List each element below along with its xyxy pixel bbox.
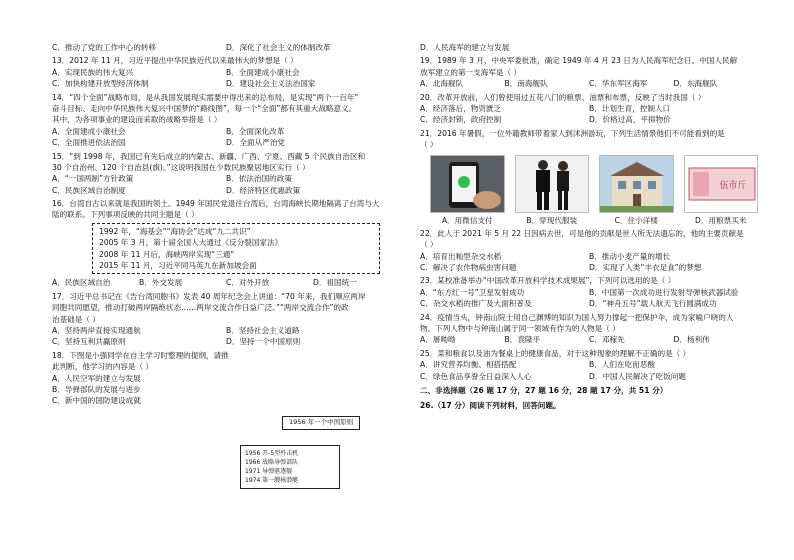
q19-option-c: C．华东军区海军 — [589, 79, 648, 89]
q24-stem-line: 24．疫情当头，钟南山院士用自己渊博的知识为国人努力撑起一把保护伞，成为家喻户晓的人 — [420, 312, 734, 322]
q14-stem-line: 14．“四个全面”战略布局，是从我国发展现实需要中得出来的总布局，是实现“两个一百年” — [52, 92, 359, 102]
q21-option-a: A．用微信支付 — [441, 215, 493, 225]
q16-box-line: 2015 年 11 月，习近平同马英九在新加坡会面 — [99, 261, 257, 271]
q24-option-a: A．屠呦呦 — [420, 335, 456, 345]
q18-outline-item: 1971 导弹驱逐舰 — [245, 468, 293, 475]
question-21 — [420, 128, 758, 226]
q16-option-a: A．民族区域自治 — [52, 278, 111, 288]
q21-photo-row — [430, 155, 758, 213]
q15-option-d: D．经济特区优惠政策 — [226, 185, 301, 195]
q20-stem: 20．改革开放前，人们曾使用过五花八门的粮票、油票和布票，反映了当时我国（ ） — [420, 92, 706, 102]
q16-option-c: C．对外开放 — [226, 278, 270, 288]
q14-stem-line: 奋斗目标、走向中华民族伟大复兴中国梦的“路线图”，每一个“全面”都有其重大战略意义。 — [52, 103, 357, 113]
question-15 — [52, 151, 400, 197]
q18-stem-line: 此判断，他学习的内容是（ ） — [52, 362, 154, 372]
q18-option-c: C．新中国的国防建设成就 — [52, 396, 141, 406]
q12-option-d: D．深化了社会主义的体制改革 — [226, 43, 331, 52]
q23-option-d: D．“神舟五号”载人航天飞行圆满成功 — [589, 299, 717, 309]
q21-option-d: D．用粮票买米 — [695, 215, 747, 225]
q23-stem: 23．某校准备举办“中国改革开放科学技术成果展”，下列可以选用的是（ ） — [420, 276, 676, 286]
q24-option-d: D．杨利伟 — [673, 335, 710, 345]
q14-stem-line: 其中，为各项事业的建设而采取的战略举措是（ ） — [52, 115, 222, 125]
section-heading: 二、非选择题（26 题 17 分，27 题 16 分，28 题 17 分，共 51 分） — [420, 385, 668, 395]
q25-option-a: A．讲究营养均衡、相搭搭配 — [420, 360, 517, 370]
q15-stem-line: 15．“到 1998 年，我国已有先后成立的内蒙古、新疆、广西、宁夏、西藏 5 个民族自治区和 — [52, 151, 366, 161]
q25-option-b: B．人们在吃而恶酸 — [589, 360, 655, 370]
left-column — [52, 42, 400, 409]
q22-option-b: B．推动小麦产量的增长 — [589, 251, 671, 261]
q15-option-b: B．依法治国的政策 — [226, 174, 292, 184]
q17-option-a: A．坚持两岸直接实现通航 — [52, 325, 141, 335]
villa-house-image — [599, 155, 674, 213]
q15-option-a: A．“一国两制”方针政策 — [52, 174, 134, 184]
q12-option-c: C．推动了党的工作中心的转移 — [52, 43, 157, 52]
question-13 — [52, 55, 400, 89]
q22-option-a: A．培育出籼型杂交水稻 — [420, 251, 502, 261]
q16-option-b: B．外交发展 — [139, 278, 183, 288]
q14-option-d: D．全面从严治党 — [226, 138, 286, 148]
q23-option-b: B．中国第一次成功进行发射导弹核武器试验 — [589, 287, 739, 297]
q17-stem-line: 同胞共同愿望，推动打破两岸隔绝状态……两岸交流合作日益广泛。”“两岸交流合作”的政 — [52, 303, 349, 313]
q20-option-c: C．经济封锁，政府控制 — [420, 115, 502, 125]
q13-option-c: C．加快构建开放型经济体制 — [52, 79, 149, 89]
q13-option-b: B．全面建成小康社会 — [226, 67, 300, 77]
question-16 — [52, 198, 400, 289]
grain-ticket-image — [684, 155, 759, 213]
question-14 — [52, 92, 400, 149]
q23-option-a: A．“东方红一号”卫星发射成功 — [420, 287, 525, 297]
grain-ticket-label: 伍市斤 — [718, 180, 747, 191]
q19-option-d: D．东海舰队 — [673, 79, 718, 89]
q18-outline-box — [240, 445, 340, 489]
q16-stem-line: 陆的联系。下列事项反映的共同主题是（ ） — [52, 210, 199, 220]
q18-outline-title: 1956 年一个中国原则 — [282, 416, 360, 430]
question-25 — [420, 348, 758, 382]
q18-outline-item: 1966 战略导弹部队 — [245, 459, 299, 466]
question-18 — [52, 350, 400, 407]
q19-stem-line: 放军建立的第一支海军是（ ） — [420, 67, 522, 77]
q14-option-a: A．全面建成小康社会 — [52, 126, 126, 136]
q24-option-b: B．袁隆平 — [504, 335, 541, 345]
q17-stem-line: 治基础是（ ） — [52, 314, 100, 324]
q18-outline-item: 1956 开-5型歼击机 — [245, 450, 299, 457]
q17-option-b: B．坚持社会主义道路 — [226, 325, 300, 335]
q16-box-line: 1992 年，“海基会”“海协会”达成“九二共识” — [99, 226, 251, 236]
q16-option-d: D．祖国统一 — [313, 278, 357, 288]
q14-option-b: B．全面深化改革 — [226, 126, 285, 136]
q18-option-d: D．人民海军的建立与发展 — [420, 43, 510, 52]
q22-stem-line: （ ） — [420, 240, 438, 250]
q22-option-c: C．解决了农作物病虫害问题 — [420, 263, 517, 273]
q25-option-d: D．中国人民解决了吃饭问题 — [589, 371, 686, 381]
q13-stem: 13．2012 年 11 月，习近平提出中华民族近代以来最伟大的梦想是（ ） — [52, 56, 298, 66]
q21-option-c: C．住小洋楼 — [614, 215, 658, 225]
q21-stem-line: 21．2016 年暑假，一位外籍教师带着家人到沭洲游玩，下列生活情景他们不可能看到的是 — [420, 128, 725, 138]
question-24 — [420, 312, 758, 346]
q21-option-b: B．穿现代服装 — [526, 215, 578, 225]
q15-option-c: C．民族区域自治制度 — [52, 185, 126, 195]
q13-option-d: D．建设社会主义法治国家 — [226, 79, 316, 89]
q17-option-d: D．坚持一个中国原则 — [226, 337, 301, 347]
q25-option-c: C．绿色食品享誉全日益深入人心 — [420, 371, 532, 381]
q18-option-a: A．人民空军的建立与发展 — [52, 373, 141, 383]
q16-material-box — [92, 223, 380, 275]
q18-outline-item: 1974 第一艘核潜艇 — [245, 477, 299, 484]
q24-option-c: C．邓稼先 — [589, 335, 625, 345]
q22-option-d: D．实现了人类“丰衣足食”的梦想 — [589, 263, 702, 273]
q20-option-a: A．经济落后，物资匮乏 — [420, 103, 502, 113]
q19-stem-line: 19．1989 年 3 月，中央军委批准，确定 1949 年 4 月 23 日为人民海军纪念日。中国人民解 — [420, 56, 738, 66]
q16-stem-line: 16．台湾自古以来就是我国的领土。1949 年国民党退往台湾后，台湾海峡长期地隔离了台湾与大 — [52, 199, 380, 209]
q13-option-a: A．实现民族的伟大复兴 — [52, 67, 134, 77]
q17-option-c: C．坚持互利共赢原则 — [52, 337, 126, 347]
question-23 — [420, 275, 758, 309]
question-17 — [52, 291, 400, 348]
q19-option-b: B．南海舰队 — [504, 79, 548, 89]
q16-box-line: 2008 年 11 月后，海峡两岸实现“三通” — [99, 249, 235, 259]
modern-clothing-image — [515, 155, 590, 213]
q20-option-b: B．计划生育，控制人口 — [589, 103, 671, 113]
q23-option-c: C．杂交水稻的推广及大面积普及 — [420, 299, 532, 309]
q12-options-tail — [52, 42, 400, 53]
q16-box-line: 2005 年 3 月，第十届全国人大通过《反分裂国家法》 — [99, 238, 283, 248]
question-19 — [420, 55, 758, 89]
phone-payment-image — [430, 155, 505, 213]
q15-stem-line: 30 个自治州、120 个自治县(旗)。”这说明我国在少数民族聚居地区实行（ ） — [52, 162, 310, 172]
q19-option-a: A．北海舰队 — [420, 79, 464, 89]
question-26: 26.（17 分）阅读下列材料，回答问题。 — [420, 401, 561, 411]
question-22 — [420, 228, 758, 274]
q24-stem-line: 物。下列人物中与钟南山属于同一领域有作为的人物是（ ） — [420, 324, 620, 334]
q18-stem-line: 18．下图是小强同学在自主学习时整理的提纲，请推 — [52, 350, 229, 360]
q22-stem-line: 22．此人于 2021 年 5 月 22 日因病去世，可是他的贡献是世人所无法遗忘的，他的主要贡献是 — [420, 228, 744, 238]
q20-option-d: D．价格过高，平抑物价 — [589, 115, 671, 125]
q17-stem-line: 17．习近平总书记在《告台湾同胞书》发表 40 周年纪念会上讲道：“70 年来，我们顺应两岸 — [52, 291, 366, 301]
q14-option-c: C．全面推进依法治国 — [52, 138, 126, 148]
question-20 — [420, 92, 758, 126]
q25-stem: 25．菜和粮食以及油为餐桌上的健康食品，对于这种现象的理解不正确的是（ ） — [420, 348, 691, 358]
q18-option-b: B．导弹部队的发展与进步 — [52, 384, 141, 394]
right-column — [420, 42, 758, 412]
q21-stem-line: （ ） — [420, 140, 438, 150]
